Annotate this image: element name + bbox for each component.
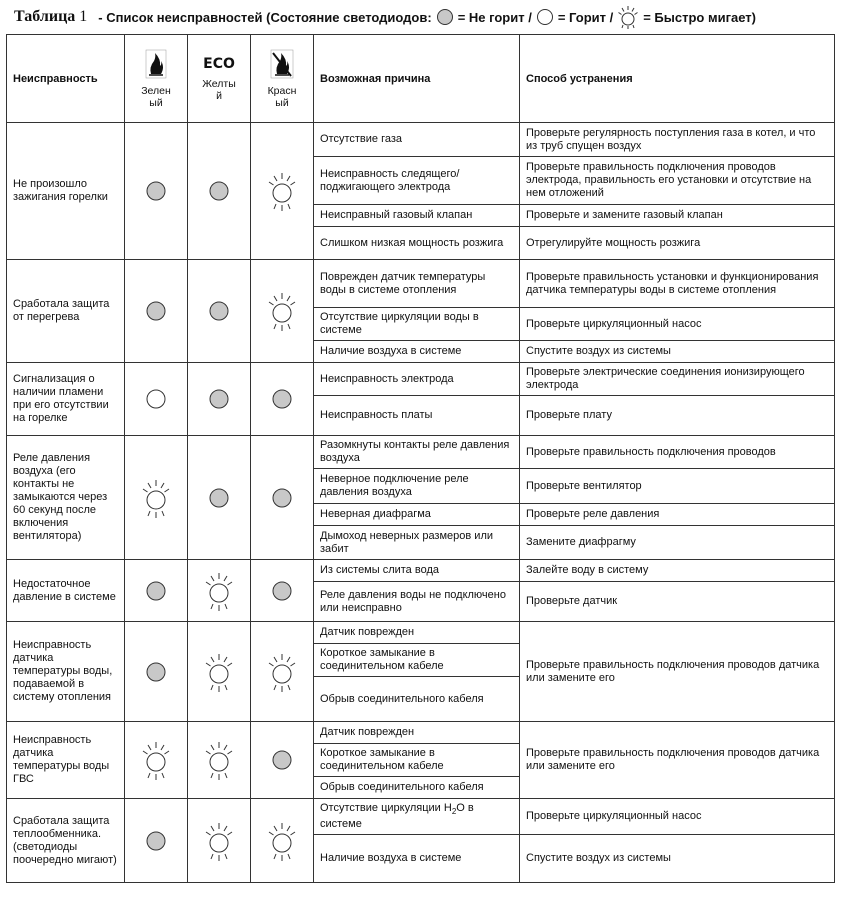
led-green-cell: [125, 799, 188, 883]
title-blink-label: = Быстро мигает): [643, 9, 756, 25]
cause-cell: Датчик поврежден: [314, 622, 520, 644]
led-blink-icon: [205, 650, 233, 694]
cause-cell: Поврежден датчик температуры воды в системе отопления: [314, 260, 520, 308]
fix-cell: Отрегулируйте мощность розжига: [520, 227, 835, 260]
led-off-icon: [207, 299, 231, 323]
led-off-icon: [144, 829, 168, 853]
fix-cell: Проверьте правильность установки и функционирования датчика температуры воды в системе отопления: [520, 260, 835, 308]
fix-cell: Замените диафрагму: [520, 526, 835, 560]
table-row: [7, 123, 835, 157]
table-row: [7, 799, 835, 835]
cause-cell: Неисправность электрода: [314, 363, 520, 396]
cause-cell: Неисправность платы: [314, 396, 520, 436]
led-off-icon: [144, 660, 168, 684]
cause-cell: Разомкнуты контакты реле давления воздуха: [314, 436, 520, 469]
led-yellow-cell: [188, 799, 251, 883]
led-yellow-cell: [188, 722, 251, 799]
flame-crossed-icon: [270, 49, 294, 79]
fault-name: Неисправность датчика температуры воды ГВС: [7, 722, 125, 799]
cause-text: Отсутствие циркуляции H: [320, 801, 452, 814]
fault-table: [6, 34, 835, 883]
led-yellow-cell: [188, 363, 251, 436]
led-off-icon: [270, 387, 294, 411]
led-green-cell: [125, 722, 188, 799]
title-on-label: = Горит /: [557, 9, 614, 25]
cause-cell: Короткое замыкание в соединительном кабеле: [314, 644, 520, 677]
fault-name: Сигнализация о наличии пламени при его отсутствии на горелке: [7, 363, 125, 436]
led-yellow-cell: [188, 560, 251, 622]
led-blink-icon: [205, 819, 233, 863]
cause-cell: Датчик поврежден: [314, 722, 520, 744]
fix-cell: Проверьте реле давления: [520, 504, 835, 526]
led-off-icon: [270, 579, 294, 603]
led-red-cell: [251, 123, 314, 260]
cause-cell: Обрыв соединительного кабеля: [314, 777, 520, 799]
led-off-icon: [144, 579, 168, 603]
fix-cell: Проверьте плату: [520, 396, 835, 436]
header-yellow-label: Желты й: [202, 77, 236, 102]
led-off-icon: [436, 8, 454, 26]
cause-cell: Неисправный газовый клапан: [314, 205, 520, 227]
fix-cell: Проверьте правильность подключения проводов: [520, 436, 835, 469]
cause-cell: [314, 799, 520, 835]
cause-cell: Отсутствие циркуляции воды в системе: [314, 308, 520, 341]
fault-name: Недостаточное давление в системе: [7, 560, 125, 622]
led-yellow-cell: [188, 436, 251, 560]
header-yellow: [188, 35, 251, 123]
led-blink-icon: [617, 4, 639, 30]
fix-cell: Проверьте циркуляционный насос: [520, 308, 835, 341]
led-red-cell: [251, 722, 314, 799]
led-yellow-cell: [188, 260, 251, 363]
header-green: [125, 35, 188, 123]
led-off-icon: [207, 387, 231, 411]
fix-cell: Проверьте правильность подключения проводов датчика или замените его: [520, 722, 835, 799]
header-fix: Способ устранения: [520, 35, 835, 123]
led-green-cell: [125, 560, 188, 622]
table-row: [7, 722, 835, 744]
flame-icon: [145, 49, 167, 79]
fix-cell: Спустите воздух из системы: [520, 835, 835, 883]
led-yellow-cell: [188, 123, 251, 260]
header-green-label: Зелен ый: [141, 84, 171, 109]
eco-label: ECO: [203, 55, 235, 72]
led-blink-icon: [142, 738, 170, 782]
led-red-cell: [251, 622, 314, 722]
header-fault: Неисправность: [7, 35, 125, 123]
led-blink-icon: [268, 650, 296, 694]
led-blink-icon: [205, 569, 233, 613]
title-off-label: = Не горит /: [457, 9, 532, 25]
fix-cell: Проверьте датчик: [520, 582, 835, 622]
cause-cell: Дымоход неверных размеров или забит: [314, 526, 520, 560]
led-red-cell: [251, 363, 314, 436]
cause-cell: Неверное подключение реле давления воздуха: [314, 469, 520, 504]
table-row: [7, 436, 835, 469]
table-row: [7, 560, 835, 582]
led-on-icon: [144, 387, 168, 411]
cause-cell: Короткое замыкание в соединительном кабеле: [314, 744, 520, 777]
led-on-icon: [536, 8, 554, 26]
led-off-icon: [270, 748, 294, 772]
led-off-icon: [144, 299, 168, 323]
led-blink-icon: [142, 476, 170, 520]
header-red-label: Красн ый: [267, 84, 297, 109]
page-title: [14, 6, 757, 28]
fix-cell: Проверьте регулярность поступления газа в котел, и что из труб спущен воздух: [520, 123, 835, 157]
led-red-cell: [251, 260, 314, 363]
cause-subscript: 2: [451, 807, 457, 817]
led-green-cell: [125, 622, 188, 722]
fix-cell: Залейте воду в систему: [520, 560, 835, 582]
led-off-icon: [144, 179, 168, 203]
led-blink-icon: [205, 738, 233, 782]
led-off-icon: [270, 486, 294, 510]
cause-cell: Обрыв соединительного кабеля: [314, 677, 520, 722]
title-number: 1: [79, 8, 88, 25]
led-blink-icon: [268, 819, 296, 863]
cause-cell: Неверная диафрагма: [314, 504, 520, 526]
led-green-cell: [125, 436, 188, 560]
led-red-cell: [251, 560, 314, 622]
led-off-icon: [207, 179, 231, 203]
led-yellow-cell: [188, 622, 251, 722]
fix-cell: Проверьте и замените газовый клапан: [520, 205, 835, 227]
cause-cell: Из системы слита вода: [314, 560, 520, 582]
led-green-cell: [125, 260, 188, 363]
led-blink-icon: [268, 169, 296, 213]
fault-name: Сработала защита теплообменника. (светодиоды поочередно мигают): [7, 799, 125, 883]
fix-cell: Проверьте правильность подключения проводов датчика или замените его: [520, 622, 835, 722]
cause-cell: Наличие воздуха в системе: [314, 835, 520, 883]
fault-name: Не произошло зажигания горелки: [7, 123, 125, 260]
header-red: [251, 35, 314, 123]
fault-name: Реле давления воздуха (его контакты не замыкаются через 60 секунд после включения вентилятора): [7, 436, 125, 560]
fix-cell: Проверьте электрические соединения ионизирующего электрода: [520, 363, 835, 396]
led-off-icon: [207, 486, 231, 510]
fix-cell: Проверьте циркуляционный насос: [520, 799, 835, 835]
fix-cell: Проверьте вентилятор: [520, 469, 835, 504]
cause-cell: Реле давления воды не подключено или неисправно: [314, 582, 520, 622]
cause-cell: Наличие воздуха в системе: [314, 341, 520, 363]
fault-name: Неисправность датчика температуры воды, подаваемой в систему отопления: [7, 622, 125, 722]
cause-cell: Отсутствие газа: [314, 123, 520, 157]
table-row: [7, 622, 835, 644]
led-green-cell: [125, 123, 188, 260]
table-row: [7, 260, 835, 308]
led-blink-icon: [268, 289, 296, 333]
fix-cell: Спустите воздух из системы: [520, 341, 835, 363]
led-red-cell: [251, 799, 314, 883]
header-cause: Возможная причина: [314, 35, 520, 123]
title-prefix: Таблица: [14, 8, 76, 25]
title-text: - Список неисправностей (Состояние светодиодов:: [98, 9, 432, 25]
cause-text: O в системе: [320, 801, 474, 831]
table-row: [7, 363, 835, 396]
fault-name: Сработала защита от перегрева: [7, 260, 125, 363]
led-red-cell: [251, 436, 314, 560]
fix-cell: Проверьте правильность подключения проводов электрода, правильность его установки и отсутствие на нем отложений: [520, 157, 835, 205]
led-green-cell: [125, 363, 188, 436]
cause-cell: Слишком низкая мощность розжига: [314, 227, 520, 260]
cause-cell: Неисправность следящего/ поджигающего электрода: [314, 157, 520, 205]
